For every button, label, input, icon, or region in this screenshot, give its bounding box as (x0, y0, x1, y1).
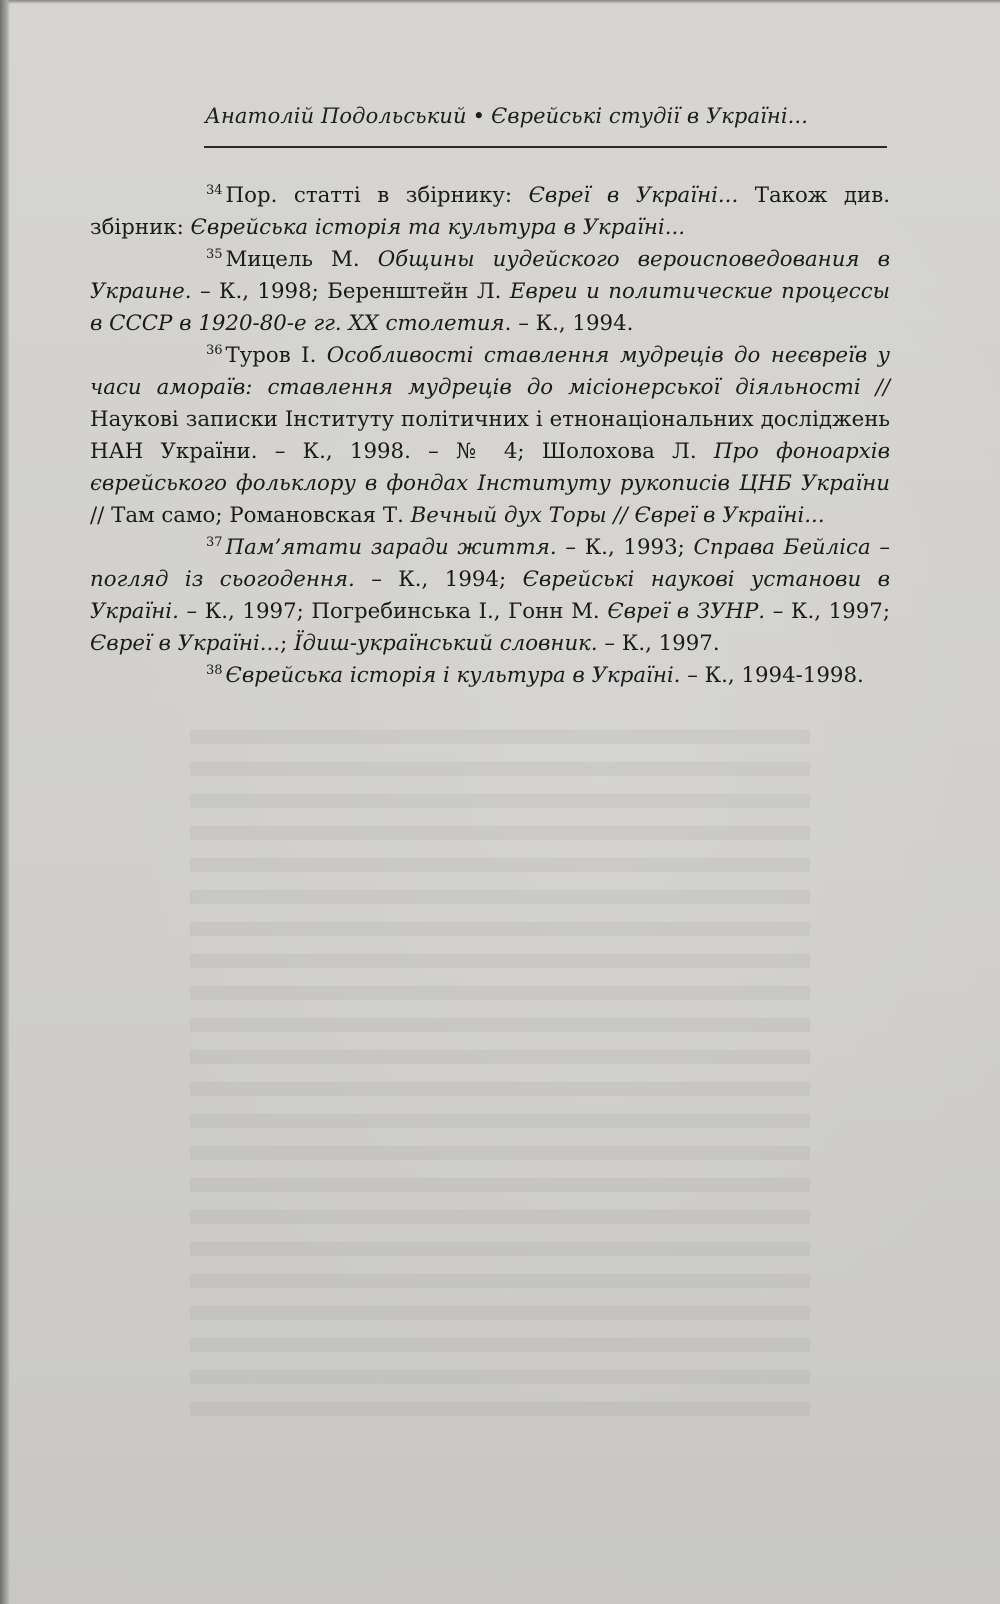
footnote-number: 35 (206, 247, 223, 262)
header-rule (204, 146, 887, 148)
footnote-text: – К., 1997; Погребинська І., Гонн М. (178, 599, 608, 624)
footnote-title-italic: Єврейські наукові установи в Україні. (90, 567, 891, 624)
footnote-text: – К., 1994. (511, 311, 634, 336)
footnote-text: – К., 1993; (556, 535, 694, 560)
footnote-title-italic: Евреи и политические процессы в СССР в 1920-80-е гг. ХХ столетия. (90, 279, 890, 336)
footnote-title-italic: Справа Бейліса – погляд із сьогодення. (90, 535, 891, 592)
bleed-through-texture (190, 730, 810, 1430)
footnote-number: 34 (206, 183, 223, 198)
running-head-title: Єврейські студії в Україні... (491, 104, 808, 128)
footnote-title-italic: Про фоноархів єврейського фольклору в фондах Інституту рукописів ЦНБ України (90, 439, 890, 496)
footnote-35 (90, 244, 890, 340)
footnote-text: – К., 1994-1998. (680, 663, 864, 688)
page-binding-edge (0, 0, 10, 1604)
footnote-text: Наукові записки Інституту політичних і етнонаціональних досліджень НАН України. – К., 1998. – № 4; Шолохова Л. (90, 407, 890, 464)
footnote-title-italic: Євреї в Україні... (528, 183, 739, 208)
footnote-34 (90, 180, 890, 244)
footnotes-block (90, 180, 890, 692)
footnote-37 (90, 532, 890, 660)
footnote-38 (90, 660, 890, 692)
footnote-text: Туров І. (225, 343, 327, 368)
footnote-text: Пор. статті в збірнику: (225, 183, 529, 208)
footnote-text: – К., 1997; (765, 599, 890, 624)
footnote-number: 37 (206, 535, 223, 550)
footnote-number: 38 (206, 663, 223, 678)
footnote-text: – К., 1994; (354, 567, 523, 592)
footnote-text: // Там само; Романовская Т. (90, 503, 411, 528)
footnote-text: Мицель М. (225, 247, 378, 272)
footnote-title-italic: Єврейська історія та культура в Україні... (190, 215, 686, 240)
footnote-title-italic: Особливості ставлення мудреців до неєвреїв у часи амораїв: ставлення мудреців до місіонерської діяльності // (90, 343, 890, 400)
footnote-title-italic: Вечный дух Торы // Євреї в Україні... (410, 503, 825, 528)
footnote-text: Також див. збірник: (90, 183, 891, 240)
footnote-text: – К., 1997. (597, 631, 720, 656)
footnote-title-italic: Їдиш-український словник. (294, 631, 598, 656)
page-top-edge (0, 0, 1000, 4)
footnote-36 (90, 340, 890, 532)
footnote-title-italic: Єврейська історія і культура в Україні. (225, 663, 681, 688)
footnote-number: 36 (206, 343, 223, 358)
footnote-text: ; (280, 631, 295, 656)
footnote-title-italic: Пам’ятати заради життя. (225, 535, 557, 560)
running-head-author: Анатолій Подольський (205, 104, 467, 128)
footnote-title-italic: Общины иудейского вероисповедования в Украине. (90, 247, 890, 304)
footnote-title-italic: Євреї в Україні... (90, 631, 281, 656)
footnote-title-italic: Євреї в ЗУНР. (607, 599, 766, 624)
running-head (205, 104, 885, 128)
running-head-separator: • (472, 104, 486, 128)
footnote-text: – К., 1998; Беренштейн Л. (191, 279, 510, 304)
